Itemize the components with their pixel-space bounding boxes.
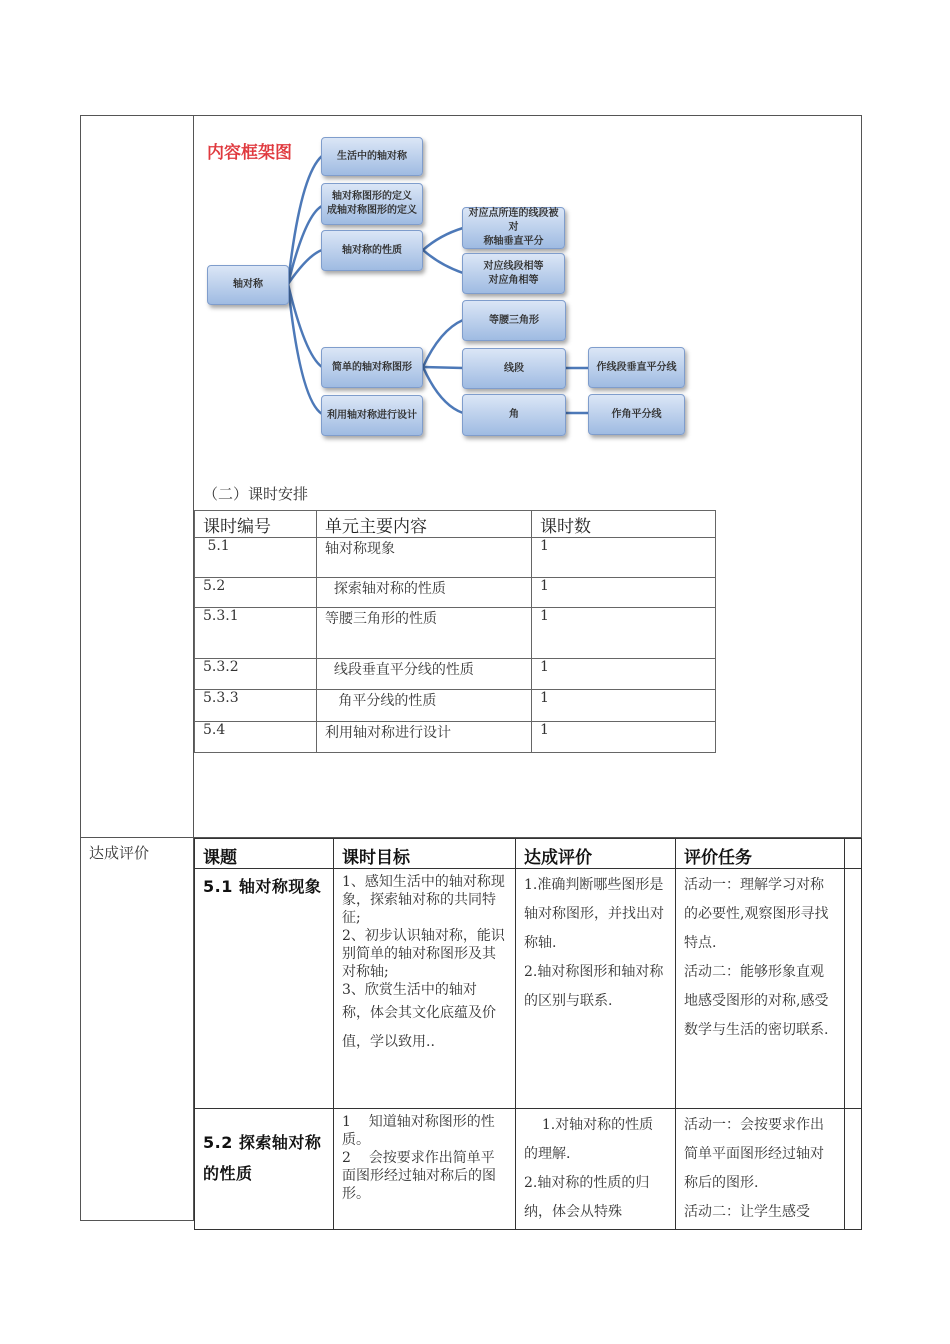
framework-title: 内容框架图: [207, 143, 292, 163]
evaluation-goals: 1、感知生活中的轴对称现象，探索轴对称的共同特征; 2、初步认识轴对称，能识别简单的轴对称图形及其对称轴; 3、欣赏生活中的轴对 称，体会其文化底蕴及价值，学以致用..: [342, 874, 505, 1050]
framework-root-axial-symmetry: 轴对称: [207, 265, 289, 305]
evaluation-tasks: 活动一：理解学习对称的必要性,观察图形寻找特点. 活动二：能够形象直观地感受图形的对称,感受数学与生活的密切联系.: [684, 877, 829, 1038]
framework-node-definition: 轴对称图形的定义 成轴对称图形的定义: [321, 183, 423, 225]
framework-node-design: 利用轴对称进行设计: [321, 395, 423, 436]
evaluation-side-label: 达成评价: [89, 844, 150, 862]
framework-node-life-symmetry: 生活中的轴对称: [321, 137, 423, 176]
table-row: [195, 1109, 862, 1230]
evaluation-col-topic: 课题: [195, 839, 334, 869]
table-row: 5.1 轴对称现象 1: [195, 538, 716, 578]
evaluation-col-task: 评价任务: [676, 839, 845, 869]
evaluation-table: [194, 838, 862, 1230]
schedule-col-number: 课时编号: [195, 511, 317, 538]
schedule-table: [194, 510, 716, 753]
evaluation-criteria: 1.准确判断哪些图形是轴对称图形，并找出对称轴. 2.轴对称图形和轴对称的区别与联系.: [524, 877, 664, 1009]
table-row: 5.2 探索轴对称的性质 1: [195, 578, 716, 608]
schedule-col-content: 单元主要内容: [317, 511, 532, 538]
table-row: 5.3.2 线段垂直平分线的性质 1: [195, 659, 716, 690]
table-row: 5.3.1 等腰三角形的性质 1: [195, 608, 716, 659]
schedule-heading: （二）课时安排: [203, 485, 309, 503]
schedule-header-row: [195, 511, 716, 538]
framework-node-perpendicular-bisector: 作线段垂直平分线: [588, 347, 685, 388]
evaluation-col-assessment: 达成评价: [516, 839, 676, 869]
evaluation-topic: 5.1 轴对称现象: [203, 877, 322, 896]
evaluation-topic: 5.2 探索轴对称的性质: [203, 1133, 322, 1183]
framework-node-angle-bisector: 作角平分线: [588, 394, 685, 435]
table-row: 5.4 利用轴对称进行设计 1: [195, 722, 716, 753]
framework-node-simple-figures: 简单的轴对称图形: [321, 347, 423, 388]
evaluation-tasks: 活动一：会按要求作出简单平面图形经过轴对称后的图形. 活动二：让学生感受: [684, 1117, 824, 1220]
evaluation-criteria: 1.对轴对称的性质的理解. 2.轴对称的性质的归纳，体会从特殊: [524, 1117, 654, 1220]
framework-node-perpendicular-bisected: 对应点所连的线段被对 称轴垂直平分: [462, 207, 565, 249]
evaluation-header-row: [195, 839, 862, 869]
framework-node-segment: 线段: [462, 348, 566, 389]
table-row: 5.3.3 角平分线的性质 1: [195, 690, 716, 722]
table-row: [195, 869, 862, 1109]
framework-node-equal-parts: 对应线段相等 对应角相等: [462, 253, 565, 294]
framework-node-angle: 角: [462, 394, 566, 436]
schedule-col-hours: 课时数: [532, 511, 716, 538]
frame-bottom-line: [80, 1220, 194, 1221]
evaluation-col-goal: 课时目标: [334, 839, 516, 869]
framework-node-properties: 轴对称的性质: [321, 230, 423, 271]
evaluation-goals: 1 知道轴对称图形的性质。 2 会按要求作出简单平面图形经过轴对称后的图形。: [342, 1114, 496, 1202]
framework-node-isosceles: 等腰三角形: [462, 300, 566, 341]
